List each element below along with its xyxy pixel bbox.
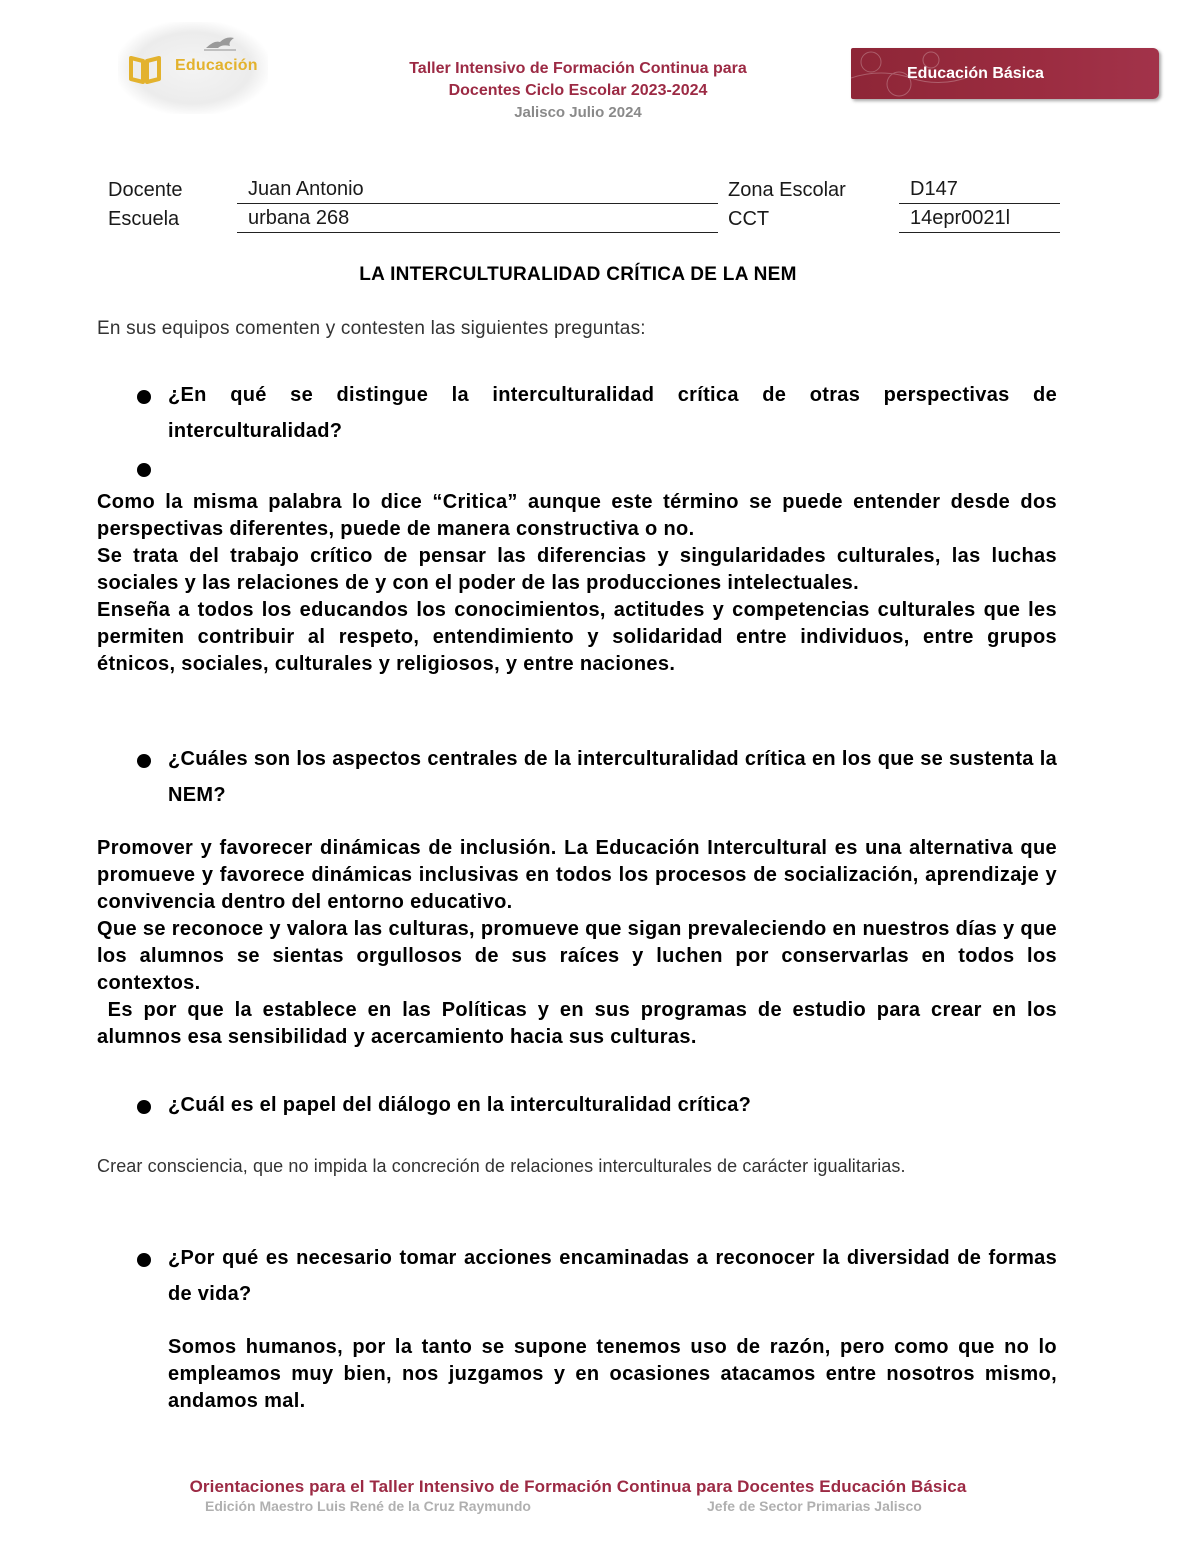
document-title: LA INTERCULTURALIDAD CRÍTICA DE LA NEM	[359, 264, 797, 285]
zona-escolar-label: Zona Escolar	[728, 179, 846, 201]
answer-1	[97, 489, 1057, 678]
logo-text: Educación	[175, 57, 258, 74]
bullet-icon	[137, 754, 151, 768]
answer-2-paragraph: Promover y favorecer dinámicas de inclusión. La Educación Intercultural es una alternativa que promueve y favorece dinámicas inclusivas en todos los procesos de socialización, aprendizaje y convivencia dentro del entorno educativo.	[97, 837, 1057, 913]
footer-title: Orientaciones para el Taller Intensivo de Formación Continua para Docentes Educación Básica	[189, 1477, 967, 1496]
header-title-line3: Jalisco Julio 2024	[514, 104, 642, 121]
instructions: En sus equipos comenten y contesten las siguientes preguntas:	[97, 318, 646, 339]
escuela-field: urbana 268	[237, 206, 718, 233]
book-icon	[128, 55, 162, 85]
bullet-icon	[137, 390, 151, 404]
eagle-emblem-icon	[200, 30, 240, 52]
question-2: ¿Cuáles son los aspectos centrales de la interculturalidad crítica en los que se sustenta la NEM?	[168, 748, 1057, 806]
answer-4	[168, 1334, 1057, 1415]
question-1: ¿En qué se distingue la interculturalidad crítica de otras perspectivas de interculturalidad?	[168, 384, 1057, 442]
answer-1-paragraph: Enseña a todos los educandos los conocimientos, actitudes y competencias culturales que les permiten contribuir al respeto, entendimiento y solidaridad entre individuos, entre grupos étnicos, sociales, culturales y religiosos, y entre naciones.	[97, 599, 1057, 675]
answer-3: Crear consciencia, que no impida la concreción de relaciones interculturales de carácter igualitarias.	[97, 1156, 906, 1176]
docente-label: Docente	[108, 179, 183, 201]
bullet-icon	[137, 1253, 151, 1267]
answer-2	[97, 835, 1063, 1051]
bullet-icon	[137, 1100, 151, 1114]
question-4: ¿Por qué es necesario tomar acciones encaminadas a reconocer la diversidad de formas de vida?	[168, 1247, 1057, 1305]
bullet-icon	[137, 463, 151, 477]
education-logo	[118, 22, 268, 114]
answer-2-paragraph: Es por que la establece en las Políticas y en sus programas de estudio para crear en los alumnos esa sensibilidad y acercamiento hacia sus culturas.	[97, 999, 1063, 1048]
header-title-line1: Taller Intensivo de Formación Continua para	[409, 60, 747, 77]
escuela-label: Escuela	[108, 208, 180, 230]
question-3: ¿Cuál es el papel del diálogo en la interculturalidad crítica?	[168, 1094, 752, 1116]
footer-edition: Edición Maestro Luis René de la Cruz Raymundo	[205, 1498, 531, 1514]
answer-2-paragraph: Que se reconoce y valora las culturas, promueve que sigan prevaleciendo en nuestros días y que los alumnos se sientas orgullosos de sus raíces y luchen por conservarlas en todos los contextos.	[97, 918, 1057, 994]
cct-field: 14epr0021l	[899, 206, 1060, 233]
cct-label: CCT	[728, 208, 770, 230]
answer-1-paragraph: Como la misma palabra lo dice “Critica” aunque este término se puede entender desde dos perspectivas diferentes, puede de manera constructiva o no.	[97, 491, 1057, 540]
docente-field: Juan Antonio	[237, 177, 718, 204]
badge-label: Educación Básica	[907, 65, 1044, 82]
header-title	[328, 58, 828, 124]
answer-1-paragraph: Se trata del trabajo crítico de pensar las diferencias y singularidades culturales, las luchas sociales y las relaciones de y con el poder de las producciones intelectuales.	[97, 545, 1057, 594]
header-title-line2: Docentes Ciclo Escolar 2023-2024	[448, 82, 708, 99]
educacion-basica-badge	[851, 48, 1159, 99]
zona-escolar-field: D147	[899, 177, 1060, 204]
answer-4-paragraph: Somos humanos, por la tanto se supone tenemos uso de razón, pero como que no lo empleamos muy bien, nos juzgamos y en ocasiones atacamos entre nosotros mismo, andamos mal.	[168, 1336, 1057, 1412]
footer-role: Jefe de Sector Primarias Jalisco	[707, 1498, 922, 1514]
